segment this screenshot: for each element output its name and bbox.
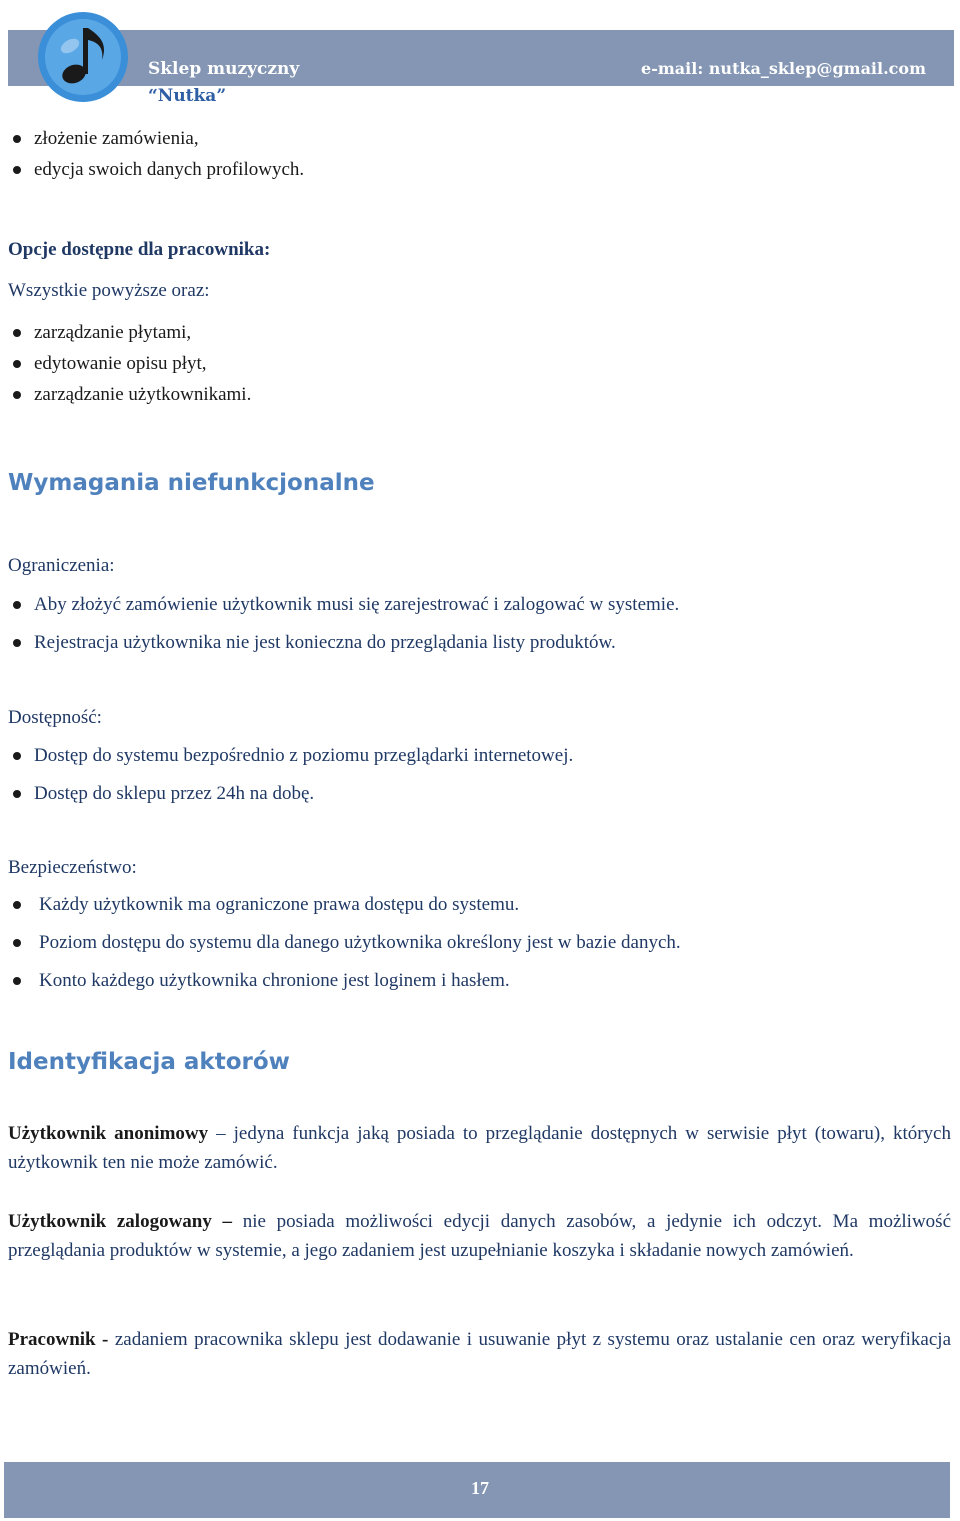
list-item: Dostęp do systemu bezpośrednio z poziomu przeglądarki internetowej. (8, 737, 573, 775)
actor-description: nie posiada możliwości edycji danych zasobów, a jedynie ich odczyt. Ma możliwość przeglądania produktów w systemie, a jego zadaniem jest uzupełnianie koszyka i składanie nowych zamówień. (8, 1211, 952, 1261)
security-list (8, 886, 681, 1000)
availability-heading: Dostępność: (8, 707, 102, 728)
employee-options-intro: Wszystkie powyższe oraz: (8, 280, 210, 301)
actor-logged-in (8, 1207, 951, 1265)
actor-description: – jedyna funkcja jaką posiada to przeglądanie dostępnych w serwisie płyt (towaru), których użytkownik ten nie może zamówić. (8, 1123, 951, 1173)
list-item: Dostęp do sklepu przez 24h na dobę. (8, 775, 573, 813)
list-item: Rejestracja użytkownika nie jest konieczna do przeglądania listy produktów. (8, 624, 679, 662)
list-item: Poziom dostępu do systemu dla danego użytkownika określony jest w bazie danych. (8, 924, 681, 962)
list-item: edycja swoich danych profilowych. (8, 154, 304, 185)
section-heading-actors: Identyfikacja aktorów (8, 1049, 290, 1075)
constraints-heading: Ograniczenia: (8, 555, 115, 576)
shop-subname: “Nutka” (148, 86, 227, 106)
shop-name: Sklep muzyczny (148, 59, 300, 79)
header-email: e-mail: nutka_sklep@gmail.com (641, 59, 926, 78)
actor-term: Użytkownik anonimowy (8, 1123, 209, 1144)
top-bullet-list (8, 123, 304, 185)
section-heading-nonfunctional: Wymagania niefunkcjonalne (8, 470, 375, 496)
actor-description: zadaniem pracownika sklepu jest dodawanie i usuwanie płyt z systemu oraz ustalanie cen oraz weryfikacja zamówień. (8, 1329, 952, 1379)
list-item: zarządzanie płytami, (8, 317, 251, 348)
actor-term: Użytkownik zalogowany – (8, 1211, 233, 1232)
list-item: edytowanie opisu płyt, (8, 348, 251, 379)
list-item: Każdy użytkownik ma ograniczone prawa dostępu do systemu. (8, 886, 681, 924)
employee-options-list (8, 317, 251, 410)
list-item: złożenie zamówienia, (8, 123, 304, 154)
music-note-icon (36, 10, 130, 104)
constraints-list (8, 586, 679, 662)
availability-list (8, 737, 573, 813)
list-item: zarządzanie użytkownikami. (8, 379, 251, 410)
page-number: 17 (471, 1478, 489, 1498)
employee-options-heading: Opcje dostępne dla pracownika: (8, 239, 271, 260)
actor-anonymous (8, 1119, 951, 1177)
list-item: Aby złożyć zamówienie użytkownik musi się zarejestrować i zalogować w systemie. (8, 586, 679, 624)
actor-employee (8, 1325, 951, 1383)
actor-term: Pracownik - (8, 1329, 109, 1350)
list-item: Konto każdego użytkownika chronione jest loginem i hasłem. (8, 962, 681, 1000)
security-heading: Bezpieczeństwo: (8, 857, 137, 878)
